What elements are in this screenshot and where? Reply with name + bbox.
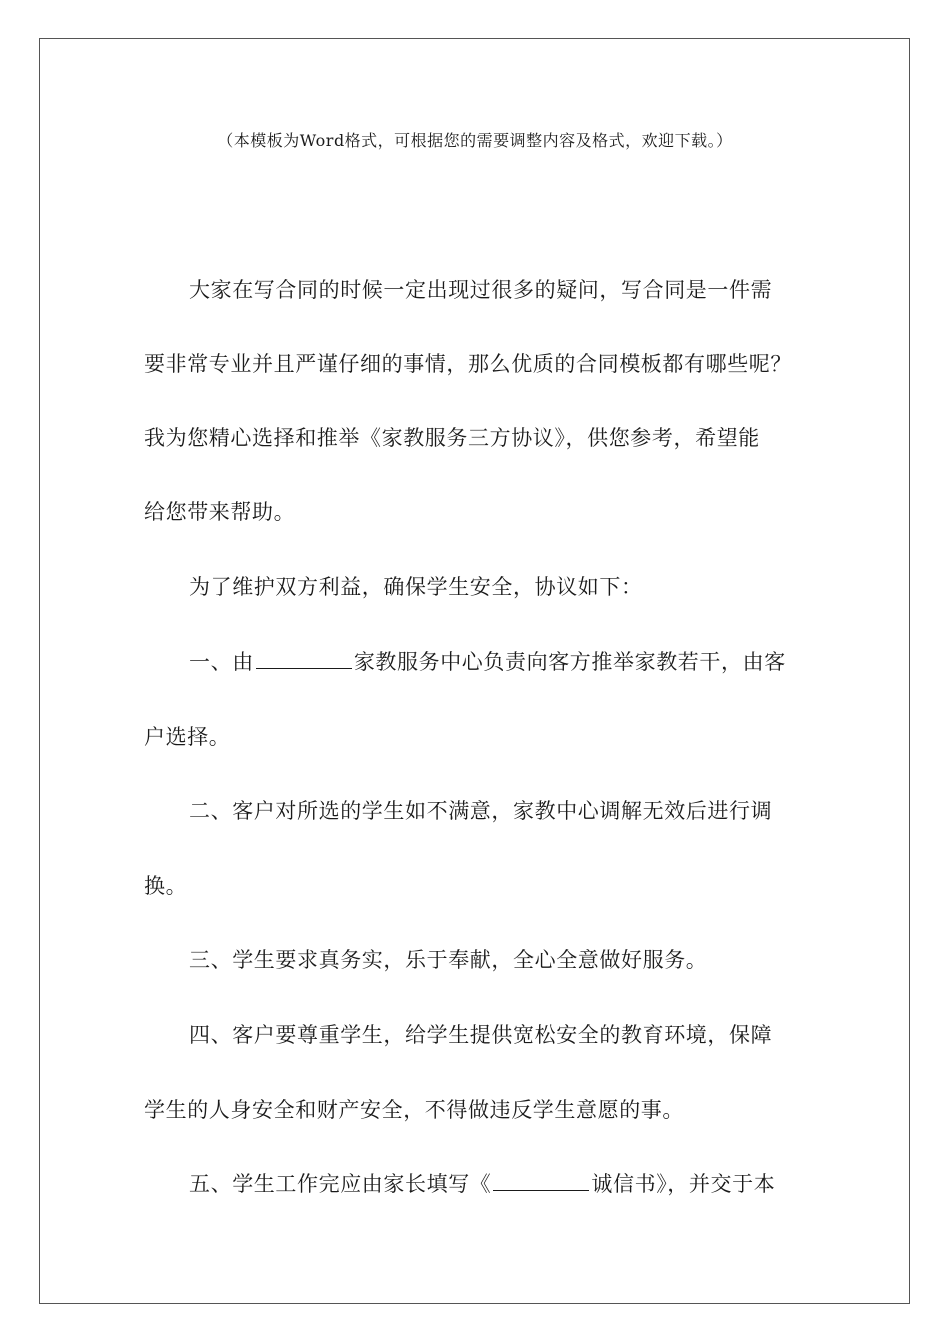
clause-1-prefix: 一、由 bbox=[189, 650, 254, 674]
intro-line-2: 要非常专业并且严谨仔细的事情，那么优质的合同模板都有哪些呢？ bbox=[144, 352, 792, 376]
intro-line-1: 大家在写合同的时候一定出现过很多的疑问，写合同是一件需 bbox=[189, 278, 773, 302]
clause-1-suffix: 家教服务中心负责向客方推举家教若干，由客 bbox=[353, 650, 786, 674]
agreement-intro: 为了维护双方利益，确保学生安全，协议如下： bbox=[189, 575, 643, 599]
clause-4-line-1: 四、客户要尊重学生，给学生提供宽松安全的教育环境，保障 bbox=[189, 1023, 773, 1047]
clause-5-line-1 bbox=[189, 1170, 775, 1198]
intro-line-3: 我为您精心选择和推举《家教服务三方协议》，供您参考，希望能 bbox=[144, 426, 760, 450]
clause-2-line-2: 换。 bbox=[144, 874, 188, 898]
fill-in-blank[interactable] bbox=[493, 1170, 589, 1191]
clause-5-suffix: 诚信书》，并交于本 bbox=[591, 1172, 776, 1196]
template-note: （本模板为Word格式，可根据您的需要调整内容及格式，欢迎下载。） bbox=[217, 131, 733, 150]
clause-2-line-1: 二、客户对所选的学生如不满意，家教中心调解无效后进行调 bbox=[189, 799, 773, 823]
clause-4-line-2: 学生的人身安全和财产安全，不得做违反学生意愿的事。 bbox=[144, 1098, 684, 1122]
fill-in-blank[interactable] bbox=[256, 648, 352, 669]
clause-3: 三、学生要求真务实，乐于奉献，全心全意做好服务。 bbox=[189, 948, 708, 972]
clause-5-prefix: 五、学生工作完应由家长填写《 bbox=[189, 1172, 492, 1196]
intro-line-4: 给您带来帮助。 bbox=[144, 500, 296, 524]
clause-1-line-2: 户选择。 bbox=[144, 725, 231, 749]
clause-1-line-1 bbox=[189, 648, 786, 676]
